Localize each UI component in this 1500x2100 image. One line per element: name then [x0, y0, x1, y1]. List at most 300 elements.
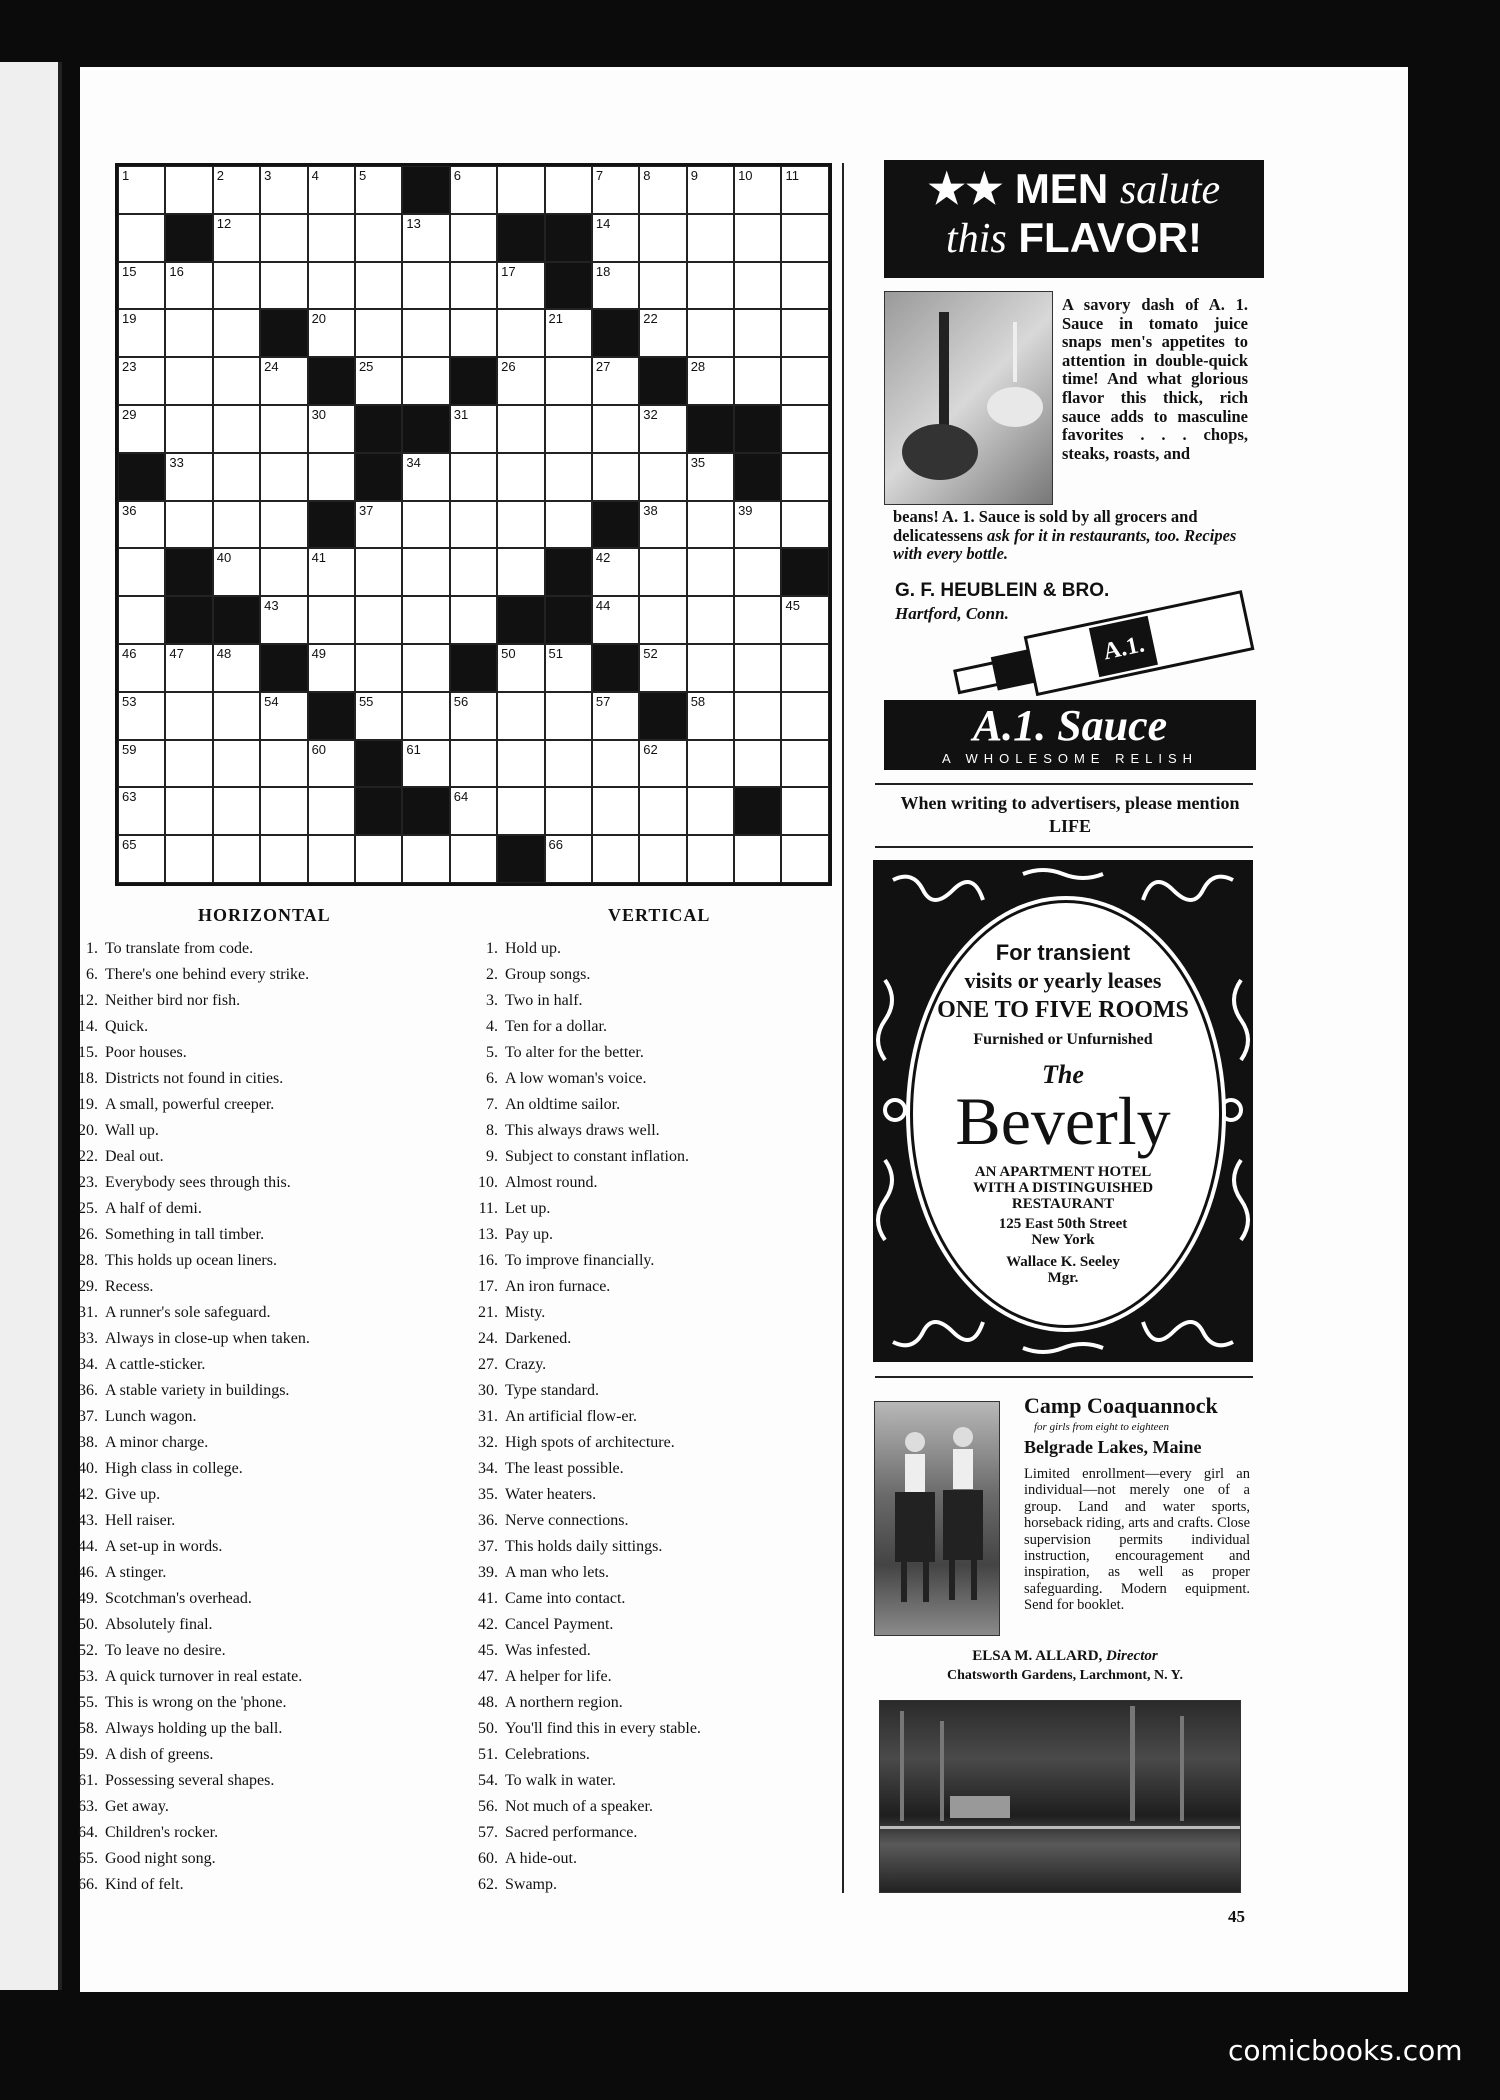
camp-photo-lake	[879, 1700, 1241, 1893]
crossword-cell[interactable]	[450, 740, 497, 788]
crossword-cell[interactable]	[781, 835, 828, 883]
crossword-cell[interactable]	[165, 405, 212, 453]
crossword-cell[interactable]	[687, 548, 734, 596]
crossword-cell[interactable]	[639, 596, 686, 644]
crossword-cell[interactable]	[402, 357, 449, 405]
crossword-cell[interactable]	[687, 309, 734, 357]
crossword-cell[interactable]	[355, 357, 402, 405]
crossword-black-cell	[450, 357, 497, 405]
crossword-cell[interactable]	[545, 166, 592, 214]
clue-number: 40	[216, 550, 232, 566]
crossword-cell[interactable]	[308, 453, 355, 501]
crossword-cell[interactable]	[450, 548, 497, 596]
crossword-cell[interactable]	[497, 166, 544, 214]
crossword-cell[interactable]	[687, 787, 734, 835]
crossword-cell[interactable]	[308, 740, 355, 788]
a1-body-text-2	[893, 508, 1249, 564]
a1-body-text-2a: beans! A. 1. Sauce is sold by all grocers and delicatessens	[893, 507, 1198, 545]
crossword-cell[interactable]	[687, 214, 734, 262]
crossword-cell[interactable]	[165, 453, 212, 501]
crossword-cell[interactable]	[213, 166, 260, 214]
crossword-cell[interactable]	[734, 596, 781, 644]
crossword-cell[interactable]	[165, 262, 212, 310]
clue-num: 23.	[78, 1174, 98, 1191]
crossword-cell[interactable]	[450, 596, 497, 644]
crossword-cell[interactable]	[592, 214, 639, 262]
crossword-cell[interactable]	[165, 501, 212, 549]
crossword-cell[interactable]	[308, 262, 355, 310]
crossword-cell[interactable]	[734, 309, 781, 357]
clue-num: 8.	[486, 1122, 498, 1139]
clue-text: To alter for the better.	[505, 1044, 644, 1061]
crossword-cell[interactable]	[545, 309, 592, 357]
crossword-cell[interactable]	[687, 357, 734, 405]
crossword-cell[interactable]	[781, 214, 828, 262]
beverly-manager: Wallace K. Seeley	[1006, 1254, 1120, 1270]
clue-text: Quick.	[105, 1018, 149, 1035]
clue-num: 57.	[478, 1824, 498, 1841]
crossword-cell[interactable]	[165, 309, 212, 357]
crossword-cell[interactable]	[734, 692, 781, 740]
crossword-cell[interactable]	[260, 453, 307, 501]
clue-item	[462, 936, 701, 962]
crossword-cell[interactable]	[308, 596, 355, 644]
crossword-cell[interactable]	[308, 214, 355, 262]
crossword-cell[interactable]	[592, 262, 639, 310]
crossword-cell[interactable]	[545, 787, 592, 835]
crossword-cell[interactable]	[308, 644, 355, 692]
crossword-cell[interactable]	[592, 453, 639, 501]
beverly-line-1: For transient	[995, 940, 1131, 965]
crossword-cell[interactable]	[734, 357, 781, 405]
crossword-cell[interactable]	[639, 453, 686, 501]
clue-text: A half of demi.	[105, 1200, 202, 1217]
crossword-cell[interactable]	[118, 166, 165, 214]
crossword-cell[interactable]	[260, 166, 307, 214]
crossword-cell[interactable]	[781, 262, 828, 310]
crossword-cell[interactable]	[355, 644, 402, 692]
crossword-cell[interactable]	[213, 453, 260, 501]
crossword-cell[interactable]	[308, 405, 355, 453]
crossword-cell[interactable]	[592, 405, 639, 453]
clue-num: 65.	[78, 1850, 98, 1867]
clue-num: 63.	[78, 1798, 98, 1815]
crossword-cell[interactable]	[450, 309, 497, 357]
crossword-cell[interactable]	[734, 166, 781, 214]
clue-text: High spots of architecture.	[505, 1434, 675, 1451]
crossword-cell[interactable]	[639, 644, 686, 692]
crossword-cell[interactable]	[213, 548, 260, 596]
clue-number: 43	[264, 598, 279, 614]
crossword-black-cell	[639, 692, 686, 740]
crossword-cell[interactable]	[592, 357, 639, 405]
crossword-cell[interactable]	[450, 405, 497, 453]
clue-text: Children's rocker.	[105, 1824, 219, 1841]
crossword-black-cell	[545, 548, 592, 596]
crossword-black-cell	[592, 309, 639, 357]
crossword-black-cell	[734, 787, 781, 835]
crossword-cell[interactable]	[213, 787, 260, 835]
crossword-cell[interactable]	[687, 644, 734, 692]
clue-text: Subject to constant inflation.	[505, 1148, 689, 1165]
crossword-cell[interactable]	[450, 787, 497, 835]
clue-item	[62, 1664, 310, 1690]
crossword-cell[interactable]	[260, 787, 307, 835]
clue-text: A minor charge.	[105, 1434, 209, 1451]
crossword-black-cell	[545, 596, 592, 644]
a1-headline-this: this	[946, 216, 1007, 262]
clue-text: Possessing several shapes.	[105, 1772, 275, 1789]
crossword-cell[interactable]	[781, 357, 828, 405]
crossword-cell[interactable]	[592, 692, 639, 740]
beverly-manager-title: Mgr.	[1047, 1270, 1079, 1286]
crossword-cell[interactable]	[592, 596, 639, 644]
crossword-cell[interactable]	[118, 357, 165, 405]
watermark: comicbooks.com	[1228, 2034, 1463, 2067]
crossword-cell[interactable]	[639, 548, 686, 596]
clue-num: 10.	[478, 1174, 498, 1191]
crossword-cell[interactable]	[165, 835, 212, 883]
clue-item	[62, 1196, 310, 1222]
clue-text: This always draws well.	[505, 1122, 660, 1139]
clue-num: 1.	[486, 940, 498, 957]
crossword-cell[interactable]	[497, 309, 544, 357]
crossword-cell[interactable]	[165, 166, 212, 214]
crossword-cell[interactable]	[402, 740, 449, 788]
crossword-cell[interactable]	[260, 596, 307, 644]
crossword-cell[interactable]	[118, 501, 165, 549]
crossword-cell[interactable]	[687, 835, 734, 883]
a1-brand: A.1. Sauce	[972, 701, 1168, 750]
clue-text: Two in half.	[505, 992, 583, 1009]
crossword-cell[interactable]	[545, 835, 592, 883]
crossword-cell[interactable]	[355, 501, 402, 549]
crossword-black-cell	[402, 166, 449, 214]
crossword-cell[interactable]	[118, 740, 165, 788]
lake-trees-icon	[880, 1701, 1240, 1892]
crossword-cell[interactable]	[781, 596, 828, 644]
crossword-cell[interactable]	[450, 835, 497, 883]
clue-item	[62, 1066, 310, 1092]
a1-body-text-2b: ask for it in restaurants, too. Recipes with every bottle.	[893, 525, 1237, 564]
crossword-cell[interactable]	[639, 405, 686, 453]
clue-item	[62, 1014, 310, 1040]
crossword-cell[interactable]	[639, 787, 686, 835]
crossword-cell[interactable]	[402, 596, 449, 644]
crossword-cell[interactable]	[402, 453, 449, 501]
clue-number: 37	[358, 502, 374, 518]
rule	[875, 783, 1253, 785]
crossword-cell[interactable]	[355, 596, 402, 644]
crossword-cell[interactable]	[402, 309, 449, 357]
crossword-cell[interactable]	[781, 692, 828, 740]
crossword-cell[interactable]	[355, 262, 402, 310]
crossword-cell[interactable]	[497, 787, 544, 835]
crossword-cell[interactable]	[165, 644, 212, 692]
clue-item	[462, 1534, 701, 1560]
clue-text: Ten for a dollar.	[505, 1018, 607, 1035]
crossword-cell[interactable]	[592, 787, 639, 835]
clue-number: 54	[264, 693, 279, 709]
crossword-cell[interactable]	[734, 262, 781, 310]
clue-item	[62, 1638, 310, 1664]
crossword-cell[interactable]	[687, 501, 734, 549]
clue-item	[462, 1352, 701, 1378]
crossword-cell[interactable]	[308, 787, 355, 835]
crossword-cell[interactable]	[781, 309, 828, 357]
crossword-cell[interactable]	[734, 548, 781, 596]
crossword-cell[interactable]	[734, 214, 781, 262]
crossword-cell[interactable]	[545, 740, 592, 788]
crossword-cell[interactable]	[260, 835, 307, 883]
crossword-cell[interactable]	[497, 262, 544, 310]
crossword-black-cell	[781, 548, 828, 596]
clue-number: 41	[311, 550, 327, 566]
clue-num: 52.	[78, 1642, 98, 1659]
clue-text: This holds daily sittings.	[505, 1538, 663, 1555]
camp-body: Limited enrollment—every girl an individual—not merely one of a group. Land and water sports, horseback riding, arts and crafts. Close supervision permits individual instruction, encouragement and inspiration, as well as proper safeguarding. Modern equipment. Send for booklet.	[1024, 1466, 1250, 1614]
crossword-cell[interactable]	[260, 357, 307, 405]
clue-num: 40.	[78, 1460, 98, 1477]
crossword-cell[interactable]	[639, 214, 686, 262]
crossword-cell[interactable]	[639, 166, 686, 214]
crossword-cell[interactable]	[450, 262, 497, 310]
crossword-cell[interactable]	[355, 166, 402, 214]
crossword-cell[interactable]	[355, 835, 402, 883]
crossword-cell[interactable]	[450, 501, 497, 549]
clue-num: 28.	[78, 1252, 98, 1269]
crossword-cell[interactable]	[545, 405, 592, 453]
crossword-cell[interactable]	[308, 835, 355, 883]
crossword-cell[interactable]	[545, 644, 592, 692]
crossword-cell[interactable]	[450, 166, 497, 214]
clue-item	[62, 1560, 310, 1586]
crossword-cell[interactable]	[781, 453, 828, 501]
crossword-cell[interactable]	[781, 501, 828, 549]
clue-num: 33.	[78, 1330, 98, 1347]
clue-number: 25	[358, 359, 374, 375]
crossword-cell[interactable]	[545, 501, 592, 549]
crossword-cell[interactable]	[213, 835, 260, 883]
crossword-cell[interactable]	[734, 501, 781, 549]
crossword-cell[interactable]	[260, 548, 307, 596]
crossword-cell[interactable]	[450, 692, 497, 740]
crossword-cell[interactable]	[781, 787, 828, 835]
clue-item	[62, 1144, 310, 1170]
clue-text: Not much of a speaker.	[505, 1798, 653, 1815]
crossword-cell[interactable]	[687, 262, 734, 310]
crossword-black-cell	[450, 644, 497, 692]
clue-text: Lunch wagon.	[105, 1408, 197, 1425]
crossword-cell[interactable]	[118, 309, 165, 357]
crossword-cell[interactable]	[118, 262, 165, 310]
crossword-cell[interactable]	[687, 692, 734, 740]
crossword-cell[interactable]	[545, 453, 592, 501]
crossword-cell[interactable]	[213, 405, 260, 453]
crossword-cell[interactable]	[734, 835, 781, 883]
crossword-cell[interactable]	[734, 644, 781, 692]
crossword-cell[interactable]	[687, 596, 734, 644]
crossword-cell[interactable]	[781, 405, 828, 453]
clue-item	[62, 1248, 310, 1274]
clue-item	[62, 988, 310, 1014]
clue-text: To improve financially.	[505, 1252, 655, 1269]
crossword-cell[interactable]	[213, 357, 260, 405]
clue-text: Darkened.	[505, 1330, 572, 1347]
crossword-cell[interactable]	[165, 357, 212, 405]
crossword-cell[interactable]	[260, 692, 307, 740]
crossword-cell[interactable]	[545, 692, 592, 740]
crossword-cell[interactable]	[118, 692, 165, 740]
rule	[875, 846, 1253, 848]
clue-num: 26.	[78, 1226, 98, 1243]
crossword-cell[interactable]	[497, 501, 544, 549]
crossword-cell[interactable]	[497, 357, 544, 405]
crossword-black-cell	[734, 453, 781, 501]
camp-director	[880, 1648, 1250, 1665]
crossword-cell[interactable]	[213, 309, 260, 357]
crossword-cell[interactable]	[402, 214, 449, 262]
crossword-cell[interactable]	[308, 166, 355, 214]
clue-item	[462, 1716, 701, 1742]
clue-num: 35.	[478, 1486, 498, 1503]
clue-text: Good night song.	[105, 1850, 216, 1867]
clue-number: 22	[643, 311, 658, 327]
crossword-cell[interactable]	[592, 835, 639, 883]
crossword-cell[interactable]	[497, 740, 544, 788]
crossword-cell[interactable]	[592, 166, 639, 214]
clue-text: Poor houses.	[105, 1044, 187, 1061]
crossword-cell[interactable]	[639, 309, 686, 357]
crossword-cell[interactable]	[213, 644, 260, 692]
clue-num: 6.	[86, 966, 98, 983]
crossword-cell[interactable]	[165, 692, 212, 740]
crossword-black-cell	[260, 644, 307, 692]
crossword-cell[interactable]	[355, 214, 402, 262]
crossword-cell[interactable]	[260, 262, 307, 310]
crossword-cell[interactable]	[118, 644, 165, 692]
crossword-cell[interactable]	[687, 453, 734, 501]
clue-number: 42	[595, 550, 611, 566]
crossword-cell[interactable]	[355, 548, 402, 596]
crossword-cell[interactable]	[402, 262, 449, 310]
crossword-black-cell	[308, 692, 355, 740]
crossword-cell[interactable]	[308, 548, 355, 596]
crossword-cell[interactable]	[687, 740, 734, 788]
clue-item	[462, 1378, 701, 1404]
crossword-cell[interactable]	[545, 357, 592, 405]
crossword-grid	[115, 163, 832, 886]
crossword-cell[interactable]	[497, 405, 544, 453]
crossword-cell[interactable]	[260, 214, 307, 262]
crossword-cell[interactable]	[497, 692, 544, 740]
crossword-cell[interactable]	[308, 309, 355, 357]
clue-text: A quick turnover in real estate.	[105, 1668, 303, 1685]
clue-num: 18.	[78, 1070, 98, 1087]
clue-num: 37.	[78, 1408, 98, 1425]
crossword-cell[interactable]	[165, 740, 212, 788]
crossword-cell[interactable]	[402, 548, 449, 596]
crossword-cell[interactable]	[639, 501, 686, 549]
a1-headline-flavor: FLAVOR!	[1018, 214, 1202, 261]
crossword-cell[interactable]	[260, 501, 307, 549]
crossword-cell[interactable]	[165, 787, 212, 835]
crossword-cell[interactable]	[592, 548, 639, 596]
crossword-cell[interactable]	[260, 740, 307, 788]
crossword-cell[interactable]	[781, 166, 828, 214]
crossword-cell[interactable]	[781, 740, 828, 788]
crossword-cell[interactable]	[734, 740, 781, 788]
crossword-cell[interactable]	[450, 214, 497, 262]
crossword-cell[interactable]	[213, 692, 260, 740]
crossword-cell[interactable]	[260, 405, 307, 453]
crossword-black-cell	[355, 453, 402, 501]
crossword-cell[interactable]	[639, 835, 686, 883]
beverly-line-3: ONE TO FIVE ROOMS	[937, 997, 1189, 1023]
clue-num: 44.	[78, 1538, 98, 1555]
crossword-cell[interactable]	[118, 214, 165, 262]
beverly-desc-3: RESTAURANT	[1011, 1196, 1115, 1212]
crossword-cell[interactable]	[118, 405, 165, 453]
clue-num: 1.	[86, 940, 98, 957]
crossword-cell[interactable]	[497, 453, 544, 501]
clue-num: 13.	[478, 1226, 498, 1243]
crossword-cell[interactable]	[497, 548, 544, 596]
clue-number: 34	[406, 454, 421, 470]
crossword-cell[interactable]	[355, 309, 402, 357]
clue-text: Always in close-up when taken.	[105, 1330, 310, 1347]
crossword-cell[interactable]	[118, 548, 165, 596]
crossword-cell[interactable]	[213, 501, 260, 549]
crossword-cell[interactable]	[402, 835, 449, 883]
crossword-cell[interactable]	[118, 835, 165, 883]
clue-text: Was infested.	[505, 1642, 591, 1659]
crossword-cell[interactable]	[355, 692, 402, 740]
a1-tagline: A WHOLESOME RELISH	[941, 751, 1199, 766]
crossword-black-cell	[402, 405, 449, 453]
crossword-cell[interactable]	[213, 262, 260, 310]
clue-text: A runner's sole safeguard.	[105, 1304, 271, 1321]
clue-num: 39.	[478, 1564, 498, 1581]
crossword-cell[interactable]	[118, 787, 165, 835]
clue-number: 55	[358, 693, 374, 709]
crossword-cell[interactable]	[402, 692, 449, 740]
crossword-cell[interactable]	[781, 644, 828, 692]
clue-number: 8	[643, 168, 651, 183]
knife-fork-icon	[885, 292, 1052, 504]
crossword-cell[interactable]	[687, 166, 734, 214]
clue-item	[462, 1482, 701, 1508]
clue-number: 60	[311, 741, 327, 757]
crossword-cell[interactable]	[118, 596, 165, 644]
clue-num: 53.	[78, 1668, 98, 1685]
clue-item	[62, 936, 310, 962]
clue-num: 62.	[478, 1876, 498, 1893]
crossword-cell[interactable]	[592, 740, 639, 788]
crossword-cell[interactable]	[497, 644, 544, 692]
crossword-cell[interactable]	[213, 214, 260, 262]
crossword-cell[interactable]	[402, 501, 449, 549]
crossword-cell[interactable]	[450, 453, 497, 501]
crossword-cell[interactable]	[402, 644, 449, 692]
crossword-cell[interactable]	[639, 740, 686, 788]
clue-text: Always holding up the ball.	[105, 1720, 283, 1737]
clue-text: Swamp.	[505, 1876, 557, 1893]
beverly-name: Beverly	[955, 1083, 1171, 1159]
clue-item	[62, 1326, 310, 1352]
crossword-cell[interactable]	[639, 262, 686, 310]
crossword-cell[interactable]	[213, 740, 260, 788]
